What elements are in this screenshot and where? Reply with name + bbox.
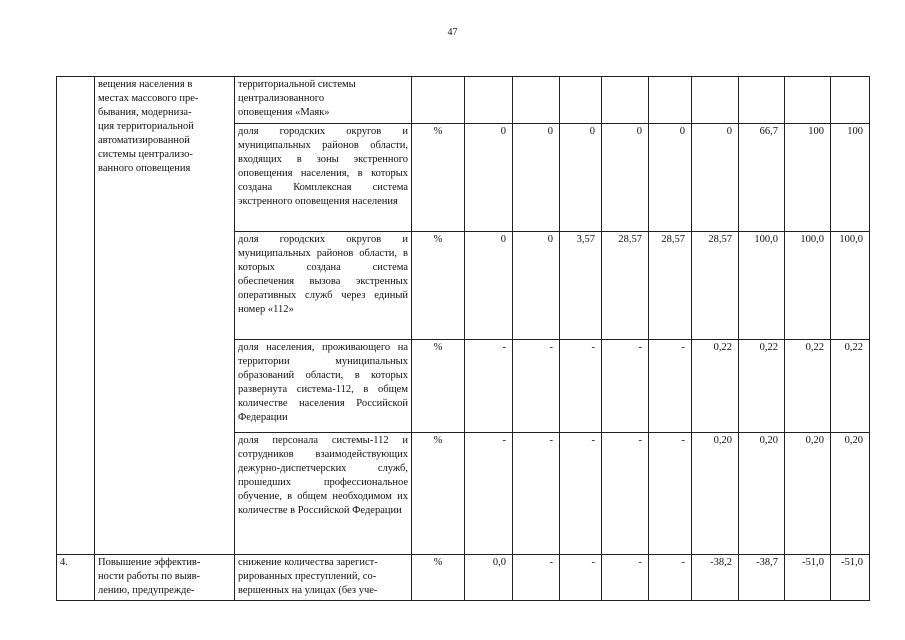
value-cell: 0,20 <box>739 433 785 555</box>
unit-cell: % <box>412 340 465 433</box>
value-cell: 0,22 <box>785 340 831 433</box>
indicator-line: территориальной системы <box>238 79 356 90</box>
value-cell: 0,22 <box>692 340 739 433</box>
indicator-line: оповещения «Маяк» <box>238 107 330 118</box>
value-cell: 0 <box>465 232 513 340</box>
number-cell: 4. <box>57 555 95 601</box>
value-cell <box>560 77 602 124</box>
value-cell: - <box>560 555 602 601</box>
table-row <box>57 77 870 124</box>
value-cell: 0,22 <box>831 340 870 433</box>
value-cell: - <box>649 433 692 555</box>
unit-cell <box>412 77 465 124</box>
activity-cell <box>95 555 235 601</box>
value-cell: -38,7 <box>739 555 785 601</box>
value-cell <box>739 77 785 124</box>
value-cell: - <box>602 433 649 555</box>
value-cell: 28,57 <box>649 232 692 340</box>
activity-cell <box>95 77 235 555</box>
value-cell: - <box>513 340 560 433</box>
indicator-cell: доля городских округов и муниципальных районов области, в которых создана система обеспечения вызова экстренных оперативных служб через единый номер «112» <box>235 232 412 340</box>
value-cell: 0,0 <box>465 555 513 601</box>
value-cell: - <box>513 433 560 555</box>
indicator-cell <box>235 555 412 601</box>
activity-line: ности работы по выяв- <box>98 571 201 582</box>
value-cell: 0 <box>513 124 560 232</box>
value-cell <box>692 77 739 124</box>
value-cell: 0 <box>513 232 560 340</box>
value-cell: 0 <box>465 124 513 232</box>
activity-line: системы централизо- <box>98 149 193 160</box>
indicator-cell <box>235 77 412 124</box>
unit-cell: % <box>412 433 465 555</box>
value-cell: -51,0 <box>785 555 831 601</box>
value-cell: 100,0 <box>785 232 831 340</box>
value-cell: - <box>465 340 513 433</box>
value-cell: 0 <box>692 124 739 232</box>
value-cell: - <box>560 433 602 555</box>
activity-line: вещения населения в <box>98 79 193 90</box>
activity-line: ция территориальной <box>98 121 194 132</box>
value-cell <box>465 77 513 124</box>
value-cell: 0,20 <box>831 433 870 555</box>
unit-cell: % <box>412 555 465 601</box>
value-cell: 66,7 <box>739 124 785 232</box>
value-cell: - <box>649 555 692 601</box>
value-cell: - <box>602 340 649 433</box>
unit-cell: % <box>412 124 465 232</box>
value-cell <box>513 77 560 124</box>
value-cell: 100 <box>785 124 831 232</box>
value-cell: 0 <box>560 124 602 232</box>
value-cell: 100,0 <box>739 232 785 340</box>
activity-line: местах массового пре- <box>98 93 199 104</box>
value-cell: - <box>465 433 513 555</box>
indicator-cell: доля населения, проживающего на территории муниципальных образований области, в которых развернута система-112, в общем количестве населения Российской Федерации <box>235 340 412 433</box>
activity-line: лению, предупрежде- <box>98 585 195 596</box>
value-cell: -51,0 <box>831 555 870 601</box>
value-cell: - <box>602 555 649 601</box>
value-cell: 3,57 <box>560 232 602 340</box>
value-cell: 0,20 <box>692 433 739 555</box>
value-cell: - <box>513 555 560 601</box>
value-cell <box>785 77 831 124</box>
value-cell <box>649 77 692 124</box>
value-cell: 100 <box>831 124 870 232</box>
indicator-line: централизованного <box>238 93 325 104</box>
value-cell: 0,22 <box>739 340 785 433</box>
indicator-cell: доля городских округов и муниципальных районов области, входящих в зоны экстренного оповещения населения, в которых создана Комплексная система экстренного оповещения населения <box>235 124 412 232</box>
activity-line: автоматизированной <box>98 135 190 146</box>
table-row <box>57 555 870 601</box>
value-cell: 100,0 <box>831 232 870 340</box>
value-cell: 0 <box>649 124 692 232</box>
value-cell: 0 <box>602 124 649 232</box>
value-cell <box>831 77 870 124</box>
indicator-line: вершенных на улицах (без уче- <box>238 585 378 596</box>
unit-cell: % <box>412 232 465 340</box>
value-cell: 28,57 <box>602 232 649 340</box>
indicators-table <box>56 76 870 601</box>
value-cell: 28,57 <box>692 232 739 340</box>
activity-line: Повышение эффектив- <box>98 557 201 568</box>
value-cell: -38,2 <box>692 555 739 601</box>
value-cell: 0,20 <box>785 433 831 555</box>
activity-line: ванного оповещения <box>98 163 191 174</box>
activity-line: бывания, модерниза- <box>98 107 192 118</box>
value-cell: - <box>560 340 602 433</box>
value-cell <box>602 77 649 124</box>
value-cell: - <box>649 340 692 433</box>
page-number: 47 <box>447 27 458 38</box>
indicator-line: снижение количества зарегист- <box>238 557 378 568</box>
indicator-line: рированных преступлений, со- <box>238 571 377 582</box>
number-cell <box>57 77 95 555</box>
indicator-cell: доля персонала системы-112 и сотрудников взаимодействующих дежурно-диспетчерских служб, прошедших профессиональное обучение, в общем необходимом их количестве в Российской Федерации <box>235 433 412 555</box>
